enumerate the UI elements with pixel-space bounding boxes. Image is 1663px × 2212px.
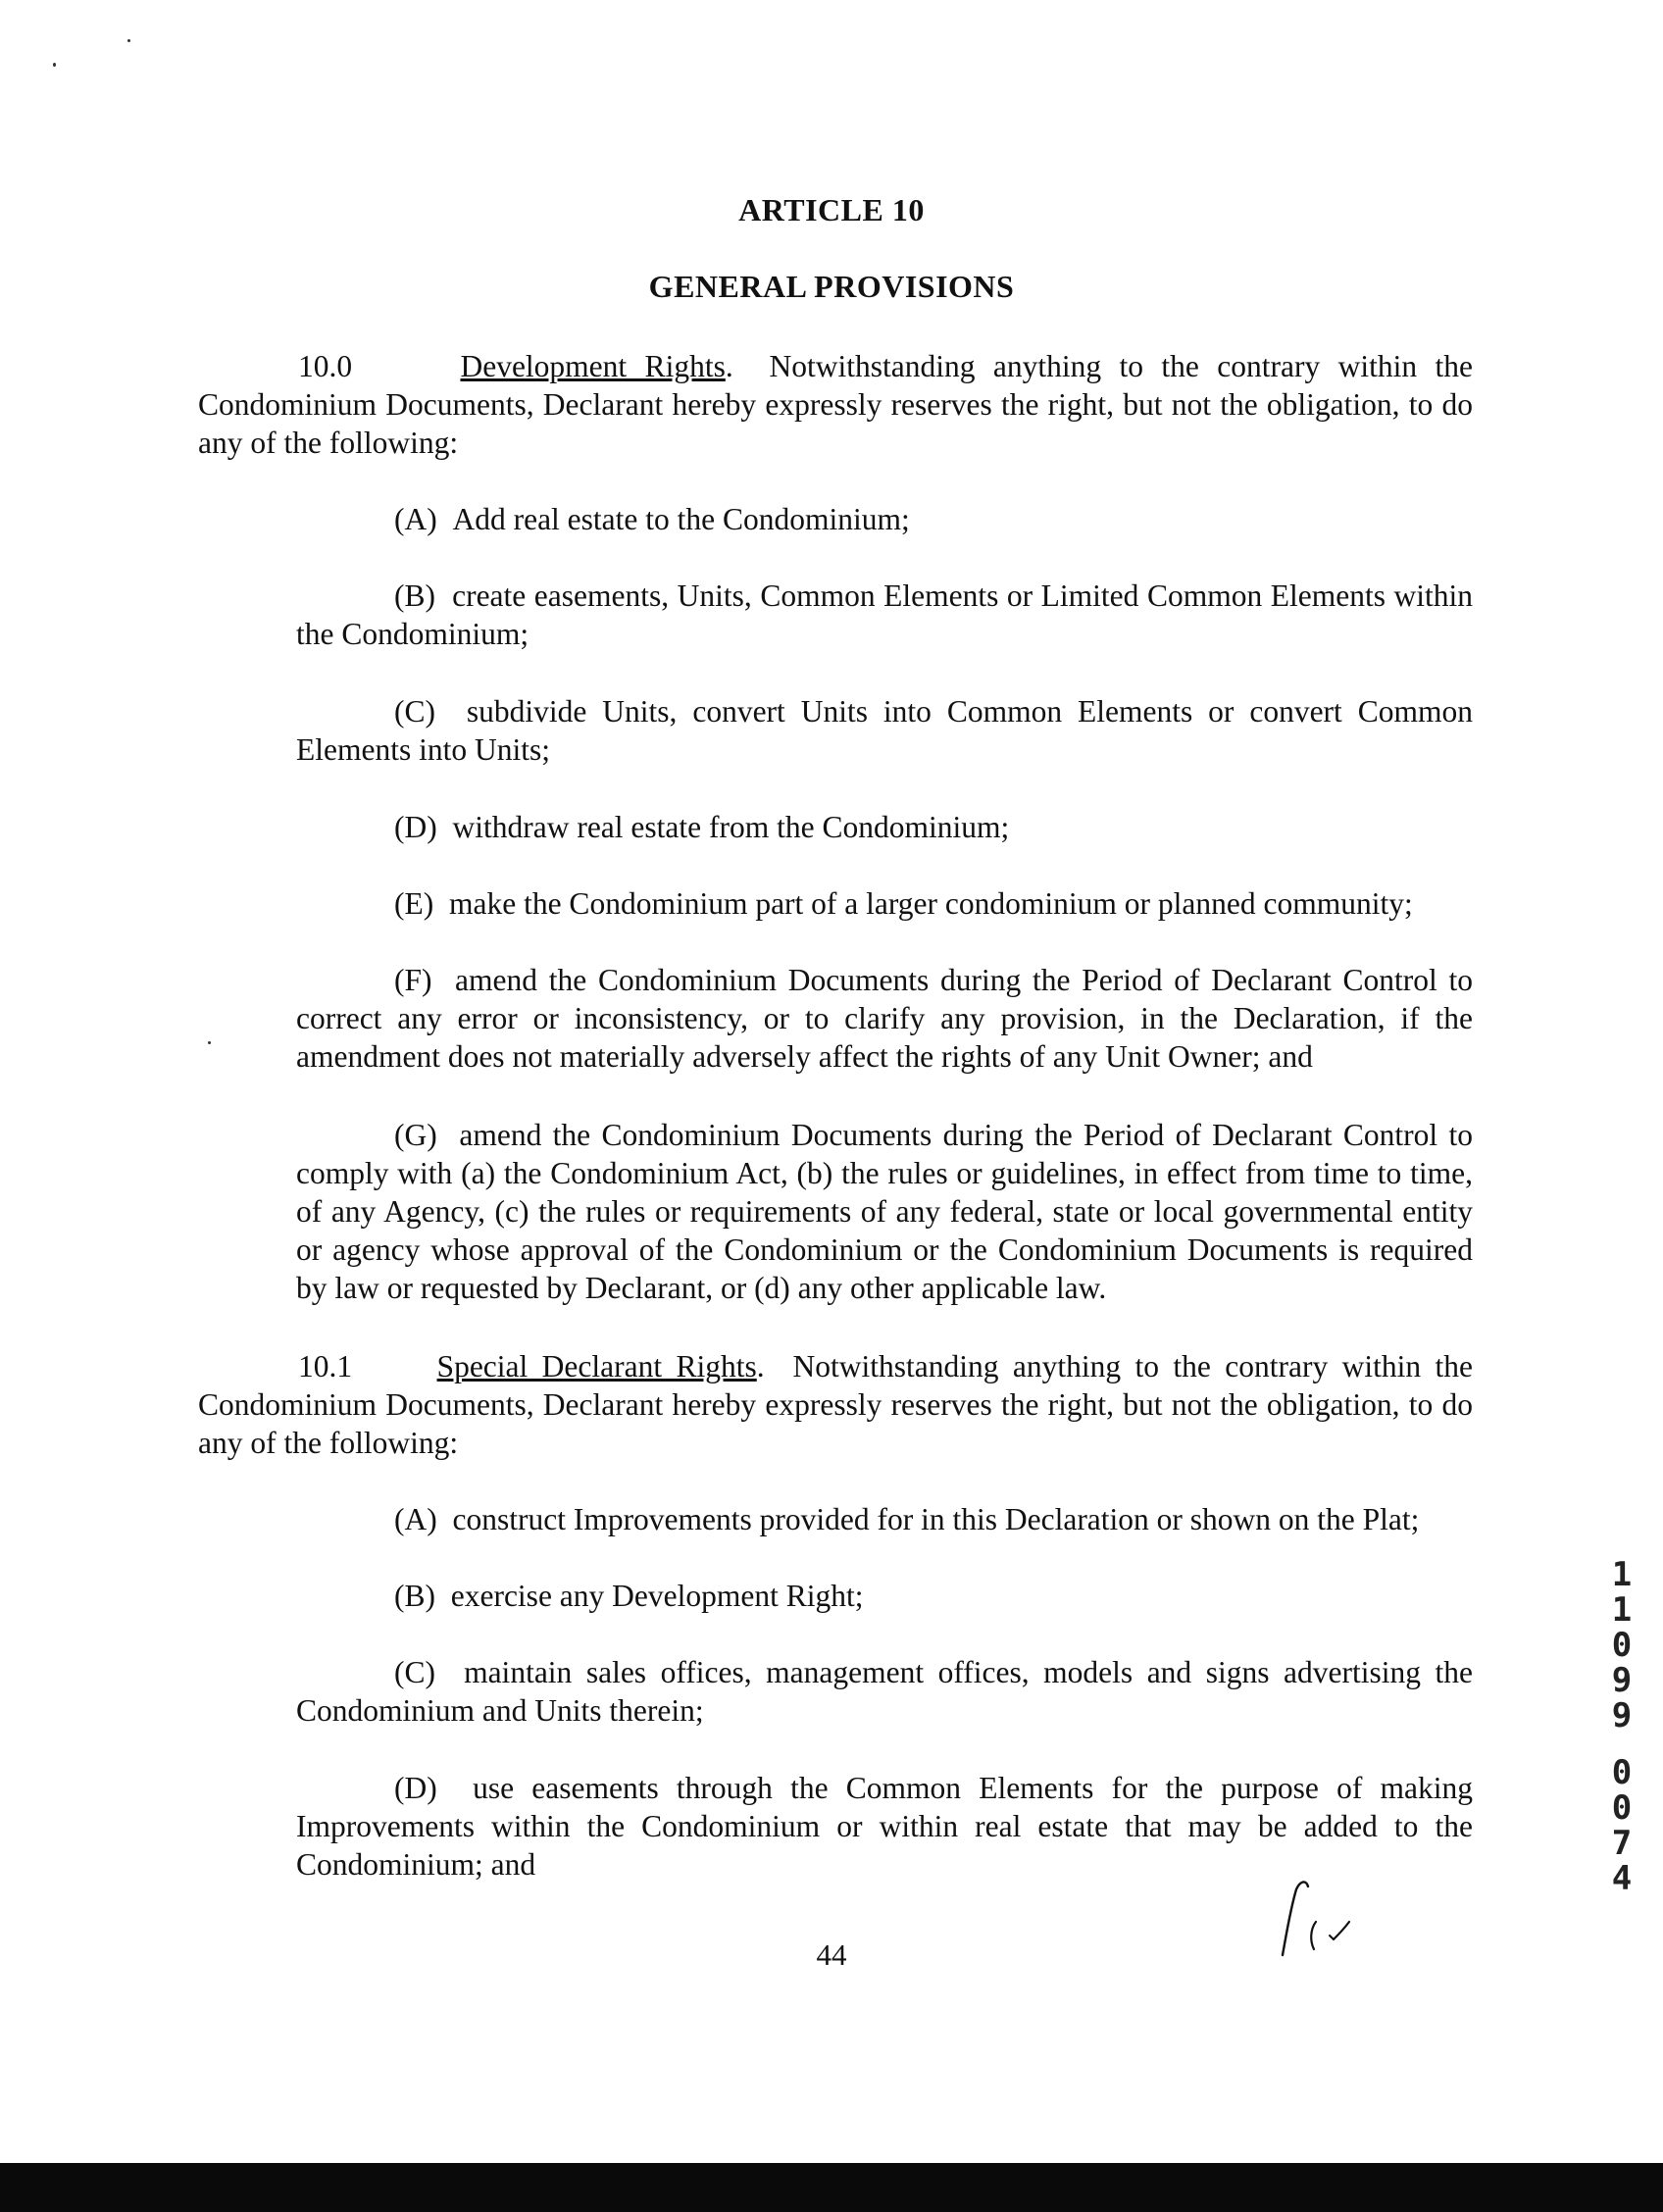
section-heading: Development Rights (460, 349, 726, 383)
section-number: 10.0 (298, 349, 353, 383)
article-subtitle: GENERAL PROVISIONS (648, 269, 1015, 304)
section-intro-text: Notwithstanding anything to the contrary within the Condominium Documents, Declarant hereby expressly reserves the right, but not the obligation, to do any of the following: (198, 349, 1473, 460)
scan-speck (53, 63, 56, 67)
section-10-0-intro: 10.0 Development Rights. Notwithstanding anything to the contrary within the Condominium Documents, Declarant hereby expressly reserves the right, but not the obligation, to do any of the following: (198, 349, 1473, 460)
list-item: (A) construct Improvements provided for in this Declaration or shown on the Plat; (394, 1502, 1420, 1536)
list-item: (F) amend the Condominium Documents during the Period of Declarant Control to correct any error or inconsistency, or to clarify any provision, in the Declaration, if the amendment does not materially adversely affect the rights of any Unit Owner; and (296, 963, 1473, 1074)
section-intro-text: Notwithstanding anything to the contrary within the Condominium Documents, Declarant hereby expressly reserves the right, but not the obligation, to do any of the following: (198, 1349, 1474, 1460)
scan-speck (208, 1041, 211, 1044)
section-number: 10.1 (298, 1349, 353, 1383)
section-10-1-intro: 10.1 Special Declarant Rights. Notwithstanding anything to the contrary within the Condominium Documents, Declarant hereby expressly reserves the right, but not the obligation, to do any of the following: (198, 1349, 1474, 1460)
article-title: ARTICLE 10 (738, 192, 925, 227)
section-heading: Special Declarant Rights (436, 1349, 757, 1383)
list-item: (D) withdraw real estate from the Condominium; (394, 810, 1010, 844)
list-item: (G) amend the Condominium Documents during the Period of Declarant Control to comply with (a) the Condominium Act, (b) the rules or guidelines, in effect from time to time, of any Agency, (c) the rules or requirements of any federal, state or local governmental entity or agency whose approval of the Condominium or the Condominium Documents is required by law or requested by Declarant, or (d) any other applicable law. (296, 1118, 1473, 1305)
list-item: (A) Add real estate to the Condominium; (394, 502, 910, 536)
list-item: (B) exercise any Development Right; (394, 1579, 864, 1613)
scan-speck (127, 39, 130, 42)
margin-stamp-lower: 0 0 7 4 (1611, 1753, 1633, 1898)
list-item: (C) maintain sales offices, management offices, models and signs advertising the Condominium and Units therein; (296, 1655, 1473, 1728)
margin-stamp-upper: 1 1 0 9 9 (1611, 1555, 1633, 1735)
list-item: (C) subdivide Units, convert Units into Common Elements or convert Common Elements into Units; (296, 694, 1473, 767)
scan-bottom-edge (0, 2163, 1663, 2212)
list-item: (E) make the Condominium part of a larger condominium or planned community; (394, 886, 1413, 921)
signature-icon (1265, 1875, 1373, 1963)
list-item: (B) create easements, Units, Common Elements or Limited Common Elements within the Condominium; (296, 578, 1474, 651)
list-item: (D) use easements through the Common Elements for the purpose of making Improvements within the Condominium or within real estate that may be added to the Condominium; and (296, 1771, 1474, 1882)
page-number: 44 (816, 1937, 847, 1972)
